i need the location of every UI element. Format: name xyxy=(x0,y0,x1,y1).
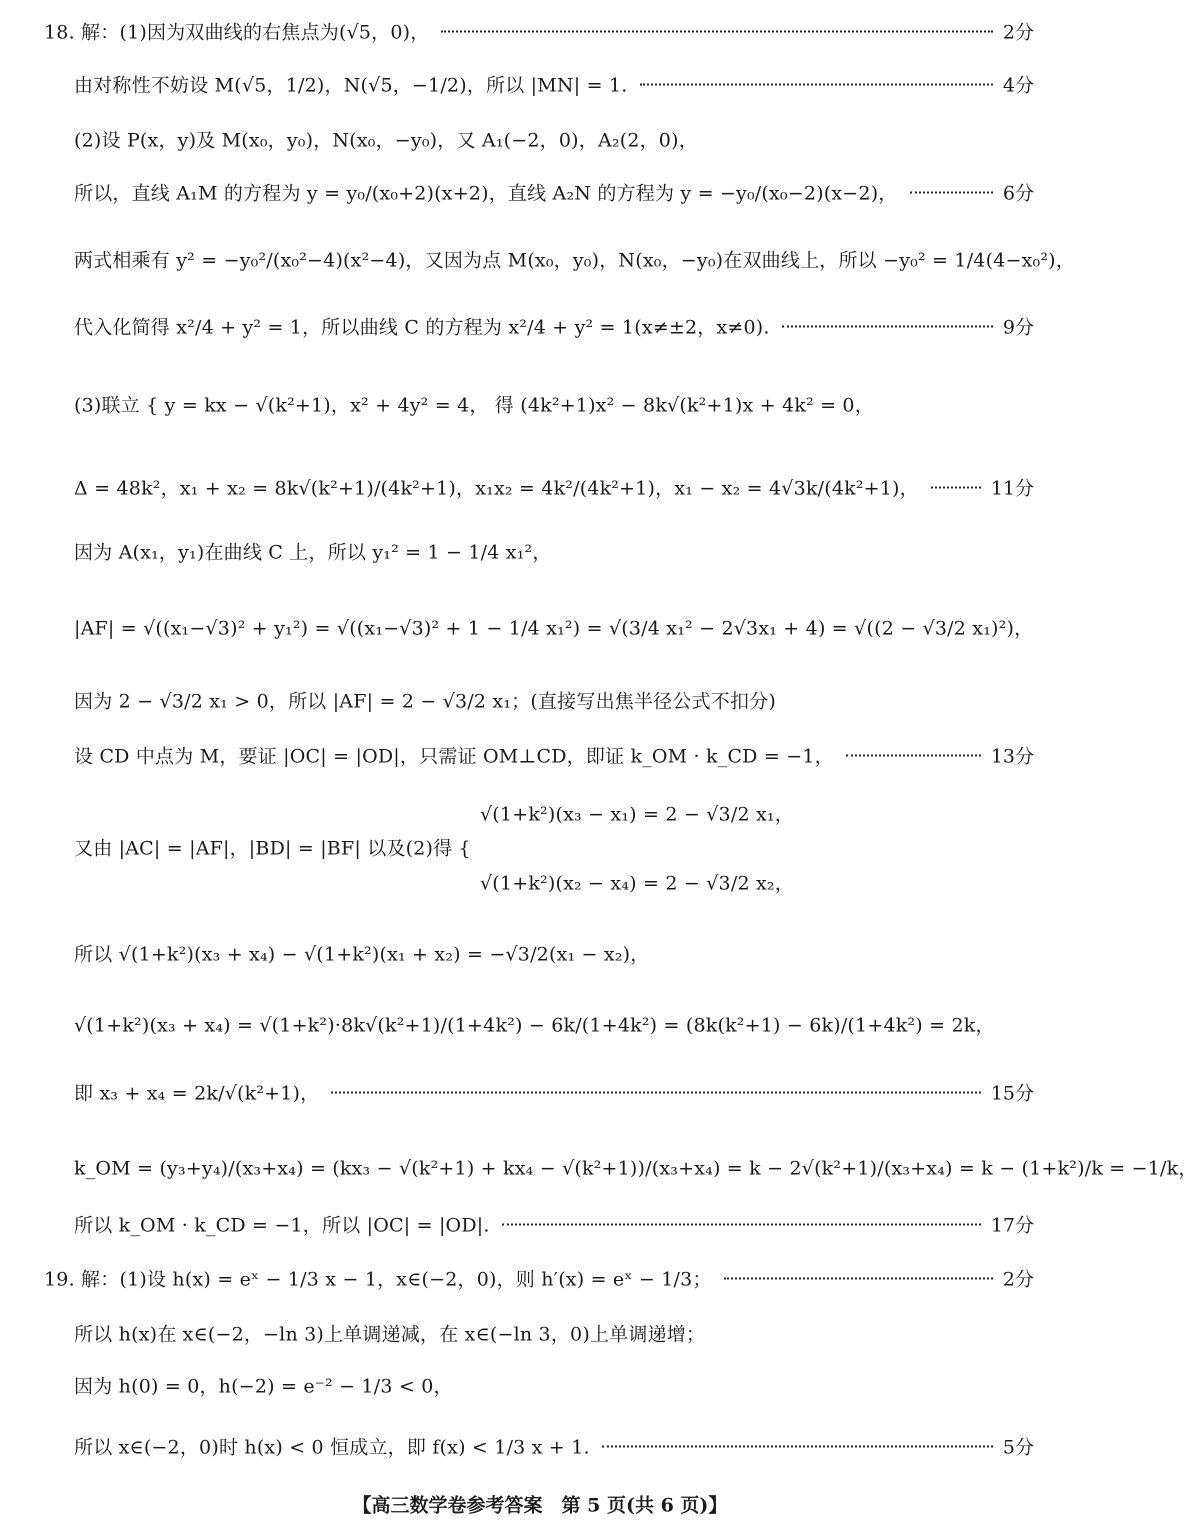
score-label: 4分 xyxy=(1002,74,1034,97)
line-curve-equation xyxy=(74,313,1034,340)
dot-leader xyxy=(846,754,981,756)
line-system-upper xyxy=(480,800,1034,827)
line-text: 所以 √(1+k²)(x₃ + x₄) − √(1+k²)(x₁ + x₂) = −√3/2(x₁ − x₂)， xyxy=(74,943,650,966)
dot-leader xyxy=(910,191,993,193)
dot-leader xyxy=(782,325,993,327)
score-label: 13分 xyxy=(990,745,1034,768)
dot-leader xyxy=(724,1277,993,1279)
line-text: 所以 x∈(−2，0)时 h(x) < 0 恒成立，即 f(x) < 1/3 x + 1. xyxy=(74,1436,590,1459)
line-system xyxy=(74,391,1034,418)
line-text: 所以 h(x)在 x∈(−2，−ln 3)上单调递减，在 x∈(−ln 3，0)上单调递增； xyxy=(74,1323,706,1346)
line-h-values xyxy=(74,1372,1034,1399)
page-footer: 【高三数学卷参考答案 第 5 页(共 6 页)】 xyxy=(352,1494,728,1517)
line-part2-setup xyxy=(74,126,1034,153)
dot-leader xyxy=(931,486,981,488)
line-text: 因为 h(0) = 0，h(−2) = e⁻² − 1/3 < 0， xyxy=(74,1375,453,1398)
line-q18-focus xyxy=(44,18,1034,45)
line-mn-length xyxy=(74,71,1034,98)
line-difference xyxy=(74,940,1034,967)
score-label: 9分 xyxy=(1002,316,1034,339)
line-text: 19. 解：(1)设 h(x) = eˣ − 1/3 x − 1，x∈(−2，0)，则 h′(x) = eˣ − 1/3； xyxy=(44,1268,712,1291)
line-text: (2)设 P(x，y)及 M(x₀，y₀)，N(x₀，−y₀)，又 A₁(−2，0)，A₂(2，0)， xyxy=(74,129,698,152)
score-label: 11分 xyxy=(990,477,1034,500)
line-text: 即 x₃ + x₄ = 2k/√(k²+1)， xyxy=(74,1082,320,1105)
line-text: 又由 |AC| = |AF|，|BD| = |BF| 以及(2)得 { xyxy=(74,837,471,860)
score-label: 2分 xyxy=(1002,21,1034,44)
line-text: k_OM = (y₃+y₄)/(x₃+x₄) = (kx₃ − √(k²+1) + kx₄ − √(k²+1))/(x₃+x₄) = k − 2√(k²+1)/(x₃+x₄) = k − (1+k²)/k = −1/k， xyxy=(74,1157,1198,1180)
line-vieta xyxy=(74,474,1034,501)
line-text: √(1+k²)(x₃ + x₄) = √(1+k²)·8k√(k²+1)/(1+4k²) − 6k/(1+4k²) = (8k(k²+1) − 6k)/(1+4k²) = 2k， xyxy=(74,1014,995,1037)
line-text: √(1+k²)(x₃ − x₁) = 2 − √3/2 x₁， xyxy=(480,803,794,826)
line-text: (3)联立 { y = kx − √(k²+1)，x² + 4y² = 4， 得 (4k²+1)x² − 8k√(k²+1)x + 4k² = 0， xyxy=(74,394,874,417)
line-text: √(1+k²)(x₂ − x₄) = 2 − √3/2 x₂， xyxy=(480,872,794,895)
line-kom xyxy=(74,1154,1198,1181)
line-text: 两式相乘有 y² = −y₀²/(x₀²−4)(x²−4)，又因为点 M(x₀，y₀)，N(x₀，−y₀)在双曲线上，所以 −y₀² = 1/4(4−x₀²)， xyxy=(74,249,1075,272)
line-text: Δ = 48k²，x₁ + x₂ = 8k√(k²+1)/(4k²+1)，x₁x₂ = 4k²/(4k²+1)，x₁ − x₂ = 4√3k/(4k²+1)， xyxy=(74,477,919,500)
line-text: 因为 2 − √3/2 x₁ > 0，所以 |AF| = 2 − √3/2 x₁；(直接写出焦半径公式不扣分) xyxy=(74,690,776,713)
line-monotonic xyxy=(74,1320,1034,1347)
line-text: 因为 A(x₁，y₁)在曲线 C 上，所以 y₁² = 1 − 1/4 x₁²， xyxy=(74,541,552,564)
dot-leader xyxy=(502,1223,981,1225)
score-label: 6分 xyxy=(1002,182,1034,205)
score-label: 15分 xyxy=(990,1082,1034,1105)
line-conclusion-19 xyxy=(74,1433,1034,1460)
line-text: 18. 解：(1)因为双曲线的右焦点为(√5，0)， xyxy=(44,21,430,44)
dot-leader xyxy=(640,83,993,85)
score-label: 5分 xyxy=(1002,1436,1034,1459)
line-af-length xyxy=(74,614,1034,641)
line-text: 所以 k_OM · k_CD = −1，所以 |OC| = |OD|. xyxy=(74,1214,490,1237)
dot-leader xyxy=(331,1091,980,1093)
line-text: 设 CD 中点为 M，要证 |OC| = |OD|，只需证 OM⊥CD，即证 k_OM · k_CD = −1， xyxy=(74,745,834,768)
line-text: 由对称性不妨设 M(√5，1/2)，N(√5，−1/2)，所以 |MN| = 1. xyxy=(74,74,628,97)
line-text: 所以，直线 A₁M 的方程为 y = y₀/(x₀+2)(x+2)，直线 A₂N 的方程为 y = −y₀/(x₀−2)(x−2)， xyxy=(74,182,898,205)
line-conclusion-18 xyxy=(74,1211,1034,1238)
line-system-lower xyxy=(480,869,1034,896)
line-sum-x3x4 xyxy=(74,1011,1034,1038)
dot-leader xyxy=(602,1445,993,1447)
line-af-result xyxy=(74,687,1034,714)
line-line-equations xyxy=(74,179,1034,206)
line-system-intro xyxy=(74,834,1034,861)
score-label: 17分 xyxy=(990,1214,1034,1237)
line-text: |AF| = √((x₁−√3)² + y₁²) = √((x₁−√3)² + 1 − 1/4 x₁²) = √(3/4 x₁² − 2√3x₁ + 4) = √((2 − √3/2 x₁)²)， xyxy=(74,617,1034,640)
line-x3-plus-x4 xyxy=(74,1079,1034,1106)
score-label: 2分 xyxy=(1002,1268,1034,1291)
line-point-on-curve xyxy=(74,538,1034,565)
line-midpoint xyxy=(74,742,1034,769)
dot-leader xyxy=(441,30,992,32)
line-text: 代入化简得 x²/4 + y² = 1，所以曲线 C 的方程为 x²/4 + y² = 1(x≠±2，x≠0). xyxy=(74,316,770,339)
line-multiply xyxy=(74,246,1075,273)
line-q19-setup xyxy=(44,1265,1034,1292)
